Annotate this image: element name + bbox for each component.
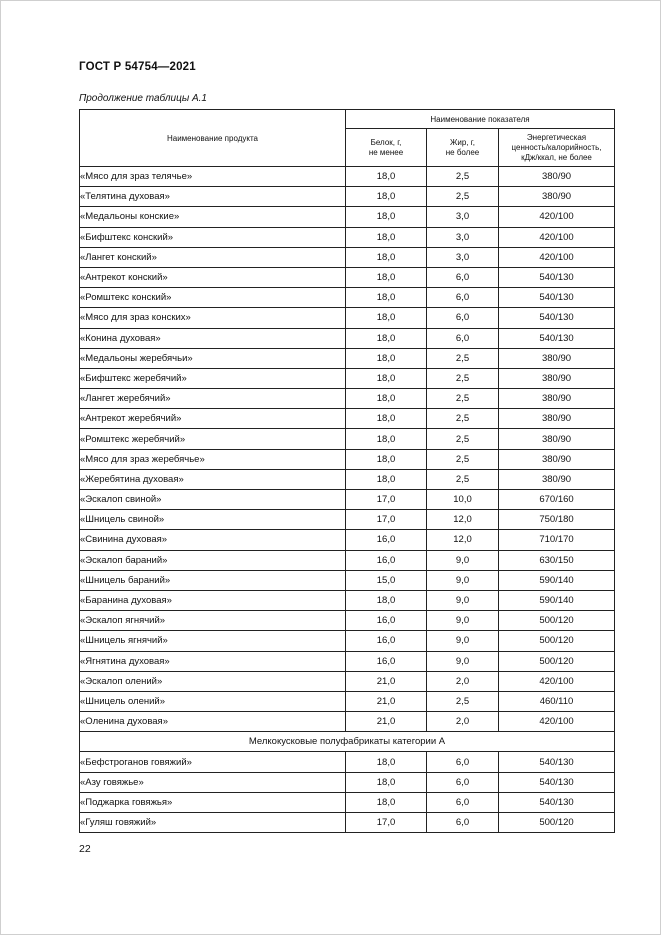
product-name-cell: «Ромштекс конский»: [80, 288, 346, 308]
product-name-cell: «Медальоны конские»: [80, 207, 346, 227]
protein-cell: 18,0: [346, 167, 427, 187]
protein-cell: 18,0: [346, 308, 427, 328]
fat-cell: 6,0: [427, 288, 499, 308]
product-name-cell: «Медальоны жеребячьи»: [80, 348, 346, 368]
energy-cell: 420/100: [499, 207, 615, 227]
product-name-cell: «Эскалоп ягнячий»: [80, 611, 346, 631]
fat-cell: 6,0: [427, 267, 499, 287]
fat-cell: 9,0: [427, 570, 499, 590]
protein-cell: 16,0: [346, 611, 427, 631]
header-fat: Жир, г, не более: [427, 129, 499, 167]
energy-cell: 380/90: [499, 429, 615, 449]
table-row: [80, 328, 615, 348]
energy-cell: 750/180: [499, 510, 615, 530]
fat-cell: 9,0: [427, 590, 499, 610]
fat-cell: 2,5: [427, 167, 499, 187]
fat-cell: 2,5: [427, 348, 499, 368]
table-row: [80, 712, 615, 732]
table-row: [80, 227, 615, 247]
energy-cell: 500/120: [499, 611, 615, 631]
fat-cell: 9,0: [427, 611, 499, 631]
fat-cell: 3,0: [427, 227, 499, 247]
energy-cell: 670/160: [499, 490, 615, 510]
protein-cell: 18,0: [346, 187, 427, 207]
fat-cell: 12,0: [427, 510, 499, 530]
energy-cell: 420/100: [499, 712, 615, 732]
energy-cell: 540/130: [499, 328, 615, 348]
table-row: [80, 308, 615, 328]
energy-cell: 500/120: [499, 813, 615, 833]
product-name-cell: «Лангет жеребячий»: [80, 389, 346, 409]
protein-cell: 18,0: [346, 469, 427, 489]
header-protein: Белок, г, не менее: [346, 129, 427, 167]
protein-cell: 18,0: [346, 752, 427, 772]
table-row: [80, 510, 615, 530]
product-name-cell: «Шницель олений»: [80, 691, 346, 711]
table-row: [80, 368, 615, 388]
table-row: [80, 671, 615, 691]
energy-cell: 380/90: [499, 368, 615, 388]
energy-cell: 420/100: [499, 247, 615, 267]
fat-cell: 2,5: [427, 368, 499, 388]
energy-cell: 710/170: [499, 530, 615, 550]
energy-cell: 380/90: [499, 469, 615, 489]
table-row: [80, 651, 615, 671]
table-row: [80, 469, 615, 489]
protein-cell: 16,0: [346, 631, 427, 651]
protein-cell: 18,0: [346, 328, 427, 348]
table-row: [80, 792, 615, 812]
fat-cell: 6,0: [427, 772, 499, 792]
fat-cell: 2,5: [427, 449, 499, 469]
product-name-cell: «Ромштекс жеребячий»: [80, 429, 346, 449]
fat-cell: 3,0: [427, 247, 499, 267]
energy-cell: 590/140: [499, 570, 615, 590]
energy-cell: 540/130: [499, 752, 615, 772]
protein-cell: 17,0: [346, 490, 427, 510]
fat-cell: 9,0: [427, 550, 499, 570]
protein-cell: 18,0: [346, 288, 427, 308]
table-row: [80, 611, 615, 631]
fat-cell: 2,5: [427, 429, 499, 449]
fat-cell: 2,5: [427, 691, 499, 711]
energy-cell: 540/130: [499, 792, 615, 812]
table-row: [80, 207, 615, 227]
product-name-cell: «Шницель ягнячий»: [80, 631, 346, 651]
energy-cell: 630/150: [499, 550, 615, 570]
product-name-cell: «Оленина духовая»: [80, 712, 346, 732]
protein-cell: 18,0: [346, 389, 427, 409]
protein-cell: 18,0: [346, 772, 427, 792]
product-name-cell: «Бифштекс конский»: [80, 227, 346, 247]
fat-cell: 2,5: [427, 469, 499, 489]
product-name-cell: «Мясо для зраз телячье»: [80, 167, 346, 187]
protein-cell: 16,0: [346, 651, 427, 671]
energy-cell: 420/100: [499, 671, 615, 691]
document-code: ГОСТ Р 54754—2021: [79, 61, 196, 73]
protein-cell: 15,0: [346, 570, 427, 590]
table-row: [80, 288, 615, 308]
product-name-cell: «Мясо для зраз жеребячье»: [80, 449, 346, 469]
energy-cell: 500/120: [499, 631, 615, 651]
fat-cell: 2,5: [427, 187, 499, 207]
protein-cell: 16,0: [346, 530, 427, 550]
header-product: Наименование продукта: [80, 110, 346, 167]
protein-cell: 18,0: [346, 368, 427, 388]
table-row: [80, 772, 615, 792]
fat-cell: 2,5: [427, 389, 499, 409]
table-row: [80, 429, 615, 449]
energy-cell: 590/140: [499, 590, 615, 610]
product-name-cell: «Эскалоп олений»: [80, 671, 346, 691]
product-name-cell: «Антрекот жеребячий»: [80, 409, 346, 429]
product-name-cell: «Жеребятина духовая»: [80, 469, 346, 489]
table-row: [80, 409, 615, 429]
header-indicator-group: Наименование показателя: [346, 110, 615, 129]
product-name-cell: «Лангет конский»: [80, 247, 346, 267]
product-name-cell: «Антрекот конский»: [80, 267, 346, 287]
protein-cell: 18,0: [346, 348, 427, 368]
energy-cell: 540/130: [499, 772, 615, 792]
table-row: [80, 389, 615, 409]
table-row: [80, 267, 615, 287]
table-row: [80, 813, 615, 833]
product-name-cell: «Мясо для зраз конских»: [80, 308, 346, 328]
fat-cell: 6,0: [427, 813, 499, 833]
fat-cell: 9,0: [427, 631, 499, 651]
table-row: [80, 449, 615, 469]
energy-cell: 540/130: [499, 308, 615, 328]
fat-cell: 12,0: [427, 530, 499, 550]
product-name-cell: «Бефстроганов говяжий»: [80, 752, 346, 772]
product-name-cell: «Шницель бараний»: [80, 570, 346, 590]
fat-cell: 2,0: [427, 671, 499, 691]
table-row: [80, 570, 615, 590]
fat-cell: 6,0: [427, 792, 499, 812]
energy-cell: 380/90: [499, 187, 615, 207]
product-name-cell: «Шницель свиной»: [80, 510, 346, 530]
energy-cell: 380/90: [499, 449, 615, 469]
table-row: [80, 631, 615, 651]
protein-cell: 16,0: [346, 550, 427, 570]
energy-cell: 540/130: [499, 267, 615, 287]
protein-cell: 17,0: [346, 813, 427, 833]
protein-cell: 21,0: [346, 671, 427, 691]
protein-cell: 18,0: [346, 267, 427, 287]
fat-cell: 2,0: [427, 712, 499, 732]
energy-cell: 460/110: [499, 691, 615, 711]
protein-cell: 18,0: [346, 247, 427, 267]
energy-cell: 540/130: [499, 288, 615, 308]
fat-cell: 3,0: [427, 207, 499, 227]
table-row: [80, 348, 615, 368]
product-name-cell: «Гуляш говяжий»: [80, 813, 346, 833]
energy-cell: 420/100: [499, 227, 615, 247]
product-name-cell: «Баранина духовая»: [80, 590, 346, 610]
product-name-cell: «Ягнятина духовая»: [80, 651, 346, 671]
product-name-cell: «Поджарка говяжья»: [80, 792, 346, 812]
protein-cell: 18,0: [346, 429, 427, 449]
table-row: [80, 752, 615, 772]
protein-cell: 21,0: [346, 691, 427, 711]
nutrition-table: [79, 109, 615, 833]
energy-cell: 380/90: [499, 348, 615, 368]
fat-cell: 10,0: [427, 490, 499, 510]
protein-cell: 18,0: [346, 449, 427, 469]
table-row: [80, 530, 615, 550]
table-row: [80, 691, 615, 711]
energy-cell: 380/90: [499, 167, 615, 187]
product-name-cell: «Конина духовая»: [80, 328, 346, 348]
product-name-cell: «Эскалоп свиной»: [80, 490, 346, 510]
protein-cell: 18,0: [346, 207, 427, 227]
header-energy: Энергетическая ценность/калорийность, кДж/ккал, не более: [499, 129, 615, 167]
product-name-cell: «Бифштекс жеребячий»: [80, 368, 346, 388]
table-caption: Продолжение таблицы А.1: [79, 93, 207, 104]
table-row: [80, 167, 615, 187]
product-name-cell: «Эскалоп бараний»: [80, 550, 346, 570]
product-name-cell: «Свинина духовая»: [80, 530, 346, 550]
table-row: [80, 247, 615, 267]
table-row: [80, 187, 615, 207]
product-name-cell: «Телятина духовая»: [80, 187, 346, 207]
energy-cell: 500/120: [499, 651, 615, 671]
fat-cell: 6,0: [427, 328, 499, 348]
product-name-cell: «Азу говяжье»: [80, 772, 346, 792]
fat-cell: 6,0: [427, 308, 499, 328]
fat-cell: 2,5: [427, 409, 499, 429]
protein-cell: 18,0: [346, 227, 427, 247]
page-number: 22: [79, 843, 91, 855]
protein-cell: 17,0: [346, 510, 427, 530]
energy-cell: 380/90: [499, 389, 615, 409]
protein-cell: 18,0: [346, 409, 427, 429]
table-row: [80, 550, 615, 570]
fat-cell: 9,0: [427, 651, 499, 671]
fat-cell: 6,0: [427, 752, 499, 772]
energy-cell: 380/90: [499, 409, 615, 429]
section-title: Мелкокусковые полуфабрикаты категории А: [80, 732, 615, 752]
protein-cell: 18,0: [346, 792, 427, 812]
table-row: [80, 490, 615, 510]
protein-cell: 21,0: [346, 712, 427, 732]
protein-cell: 18,0: [346, 590, 427, 610]
table-row: [80, 590, 615, 610]
